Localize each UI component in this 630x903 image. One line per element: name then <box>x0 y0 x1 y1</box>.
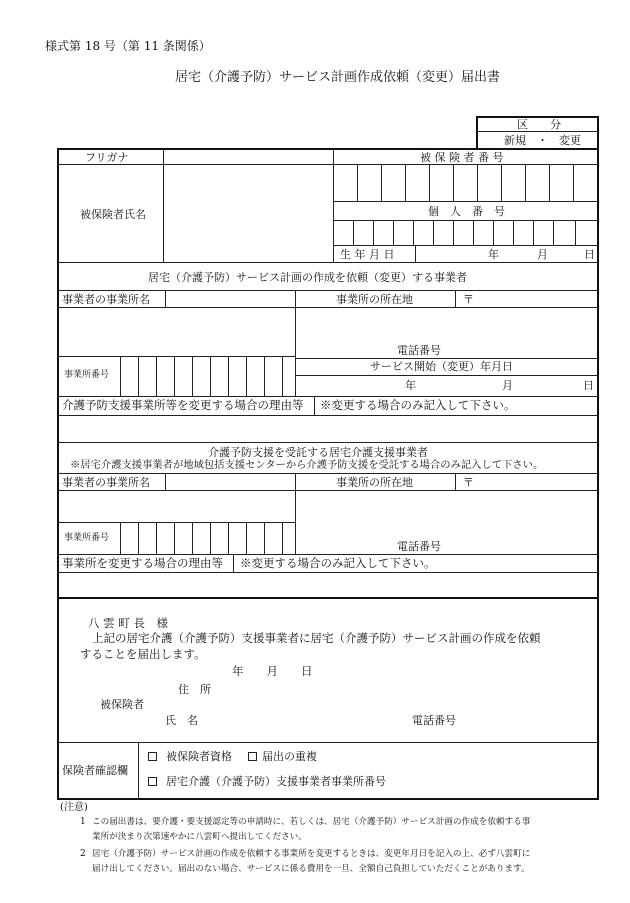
birth-month-unit: 月 <box>537 248 548 261</box>
s2-office-address-label: 事業所の所在地 <box>336 476 413 489</box>
personal-number-label: 個 人 番 号 <box>428 205 505 218</box>
birthdate-label: 生 年 月 日 <box>340 248 395 261</box>
s1-reason-note: ※変更する場合のみ記入して下さい。 <box>320 398 516 412</box>
category-value[interactable]: 新規 ・ 変更 <box>504 134 581 147</box>
section2-heading: 介護予防支援を受託する居宅介護支援事業者 <box>208 446 428 459</box>
insurer-check-label: 保険者確認欄 <box>62 764 128 777</box>
s1-office-address-label: 事業所の所在地 <box>336 293 413 306</box>
s1-service-start-label: サービス開始（変更）年月日 <box>370 360 513 373</box>
checkbox-insured-eligibility[interactable] <box>148 752 157 761</box>
s1-day-unit: 日 <box>583 379 594 392</box>
notes-heading: (注意) <box>60 802 88 813</box>
form-number: 様式第 18 号（第 11 条関係） <box>45 39 211 53</box>
birth-day-unit: 日 <box>584 248 595 261</box>
birth-year-unit: 年 <box>488 248 499 261</box>
address-label: 住 所 <box>178 683 211 696</box>
furigana-label: フリガナ <box>85 151 129 164</box>
category-label: 区 分 <box>517 118 561 131</box>
declaration-date[interactable]: 年 月 日 <box>232 664 313 678</box>
s1-reason-label: 介護予防支援事業所等を変更する場合の理由等 <box>62 398 304 412</box>
check-item1: 被保険者資格 <box>166 750 232 763</box>
check-item3: 居宅介護（介護予防）支援事業者事業所番号 <box>166 775 386 788</box>
s2-phone-label: 電話番号 <box>397 540 441 553</box>
declaration-phone-label: 電話番号 <box>412 714 456 727</box>
s2-office-number-label: 事業所番号 <box>64 533 110 543</box>
s2-reason-label: 事業所を変更する場合の理由等 <box>62 556 223 570</box>
s1-year-unit: 年 <box>405 379 416 392</box>
section1-heading: 居宅（介護予防）サービス計画の作成を依頼（変更）する事業者 <box>148 271 467 284</box>
s1-phone-label: 電話番号 <box>397 344 441 357</box>
insured-name-label: 被保険者氏名 <box>80 208 146 221</box>
insured-number-label: 被 保 険 者 番 号 <box>420 151 504 164</box>
note1-number: 1 <box>80 817 86 827</box>
s1-month-unit: 月 <box>502 379 513 392</box>
declaration-line2: することを届出します。 <box>80 647 206 661</box>
s1-postal-mark: 〒 <box>463 293 474 306</box>
check-item2: 届出の重複 <box>262 750 317 763</box>
addressee: 八 雲 町 長 様 <box>88 616 168 630</box>
note1-line1: この届出書は、要介護・要支援認定等の申請時に、若しくは、居宅（介護予防）サービス計画の作成を依頼する事 <box>92 817 531 827</box>
note2-line2: 届け出してください。届出のない場合、サービスに係る費用を一旦、全額自己負担していただくことがあります。 <box>92 864 530 874</box>
checkbox-duplicate-report[interactable] <box>248 752 257 761</box>
declaration-name-label: 氏 名 <box>165 714 198 727</box>
s2-reason-note: ※変更する場合のみ記入して下さい。 <box>240 556 436 570</box>
insured-label: 被保険者 <box>100 698 144 711</box>
s2-office-name-label: 事業者の事業所名 <box>62 476 150 489</box>
s1-office-number-label: 事業所番号 <box>64 370 110 380</box>
s2-postal-mark: 〒 <box>463 476 474 489</box>
note1-line2: 業所が決まり次第速やかに八雲町へ提出してください。 <box>92 832 307 842</box>
note2-number: 2 <box>80 849 86 859</box>
checkbox-office-number[interactable] <box>148 777 157 786</box>
declaration-line1: 上記の居宅介護（介護予防）支援事業者に居宅（介護予防）サービス計画の作成を依頼 <box>92 631 541 645</box>
note2-line1: 居宅（介護予防）サービス計画の作成を依頼する事業所を変更するときは、変更年月日を記入の上、必ず八雲町に <box>92 849 531 859</box>
page-title: 居宅（介護予防）サービス計画作成依頼（変更）届出書 <box>175 70 501 85</box>
section2-subheading: ※居宅介護支援事業者が地域包括支援センターから介護予防支援を受託する場合のみ記入して下さい。 <box>70 459 544 471</box>
s1-office-name-label: 事業者の事業所名 <box>62 293 150 306</box>
